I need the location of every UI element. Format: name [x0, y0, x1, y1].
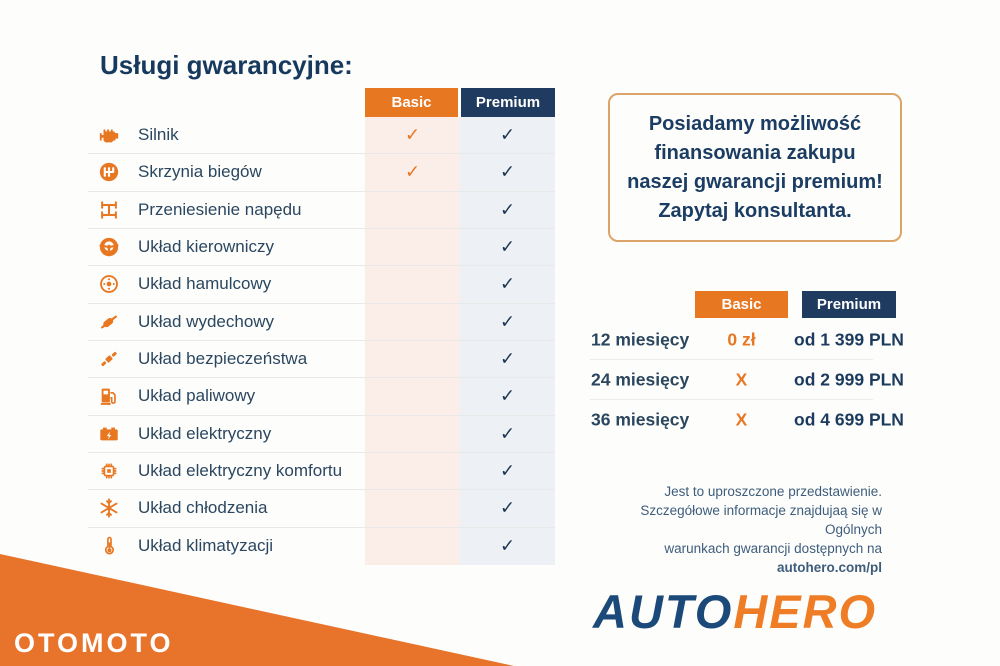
disclaimer-line: warunkach gwarancji dostępnych na autohero.com/pl: [664, 541, 882, 575]
service-label: Układ elektryczny komfortu: [138, 461, 343, 481]
premium-check: ✓: [499, 385, 516, 406]
service-label: Skrzynia biegów: [138, 162, 262, 182]
disclaimer-text: [580, 482, 882, 577]
premium-check: ✓: [499, 161, 516, 182]
service-label: Układ wydechowy: [138, 311, 275, 331]
pricing-basic-value: X: [735, 369, 748, 390]
fuel-pump-icon: [98, 385, 120, 407]
premium-check: ✓: [499, 348, 516, 369]
snowflake-icon: [98, 497, 120, 519]
service-label: Układ kierowniczy: [138, 237, 275, 257]
table-row: [88, 192, 555, 229]
service-label: Układ elektryczny: [138, 423, 272, 443]
chip-icon: [98, 460, 120, 482]
promo-line: Zapytaj konsultanta.: [658, 199, 852, 222]
pricing-period: 24 miesięcy: [591, 369, 690, 390]
exhaust-icon: [98, 311, 120, 333]
pricing-row: [590, 320, 910, 360]
warranty-table: [88, 88, 555, 565]
table-row: [88, 378, 555, 415]
drivetrain-icon: [98, 199, 120, 221]
premium-check: ✓: [499, 311, 516, 332]
service-label: Przeniesienie napędu: [138, 199, 302, 219]
pricing-rows: [590, 320, 910, 440]
premium-column-header: Premium: [461, 88, 555, 117]
disclaimer-line: Szczegółowe informacje znajdujaą się w Ogólnych: [640, 503, 882, 537]
table-row: [88, 154, 555, 191]
pricing-period: 12 miesięcy: [591, 329, 690, 350]
service-label: Układ chłodzenia: [138, 498, 268, 518]
otomoto-logo: OTOMOTO: [14, 628, 174, 658]
financing-promo-box: [608, 93, 902, 242]
brake-disc-icon: [98, 273, 120, 295]
premium-check: ✓: [499, 273, 516, 294]
premium-check: ✓: [499, 124, 516, 145]
pricing-basic-value: X: [735, 409, 748, 430]
autohero-logo-auto: AUTO: [593, 585, 734, 638]
premium-check: ✓: [499, 236, 516, 257]
thermometer-icon: [98, 535, 120, 557]
autohero-logo-hero: HERO: [733, 585, 878, 638]
pricing-premium-header: Premium: [802, 291, 896, 318]
gearbox-icon: [98, 161, 120, 183]
table-row: [88, 490, 555, 527]
premium-check: ✓: [499, 199, 516, 220]
table-row: [88, 266, 555, 303]
table-row: [88, 528, 555, 565]
promo-line: Posiadamy możliwość: [648, 112, 862, 135]
premium-check: ✓: [499, 535, 516, 556]
pricing-row: [590, 400, 910, 440]
seatbelt-icon: [98, 348, 120, 370]
service-label: Silnik: [138, 125, 179, 145]
premium-check: ✓: [499, 460, 516, 481]
service-label: Układ hamulcowy: [138, 274, 272, 294]
pricing-premium-value: od 4 699 PLN: [794, 409, 904, 430]
autohero-logo: [593, 584, 877, 639]
steering-wheel-icon: [98, 236, 120, 258]
disclaimer-line: Jest to uproszczone przedstawienie.: [664, 484, 882, 499]
table-row: [88, 453, 555, 490]
engine-icon: [98, 124, 120, 146]
autohero-url: autohero.com/pl: [776, 560, 882, 575]
service-label: Układ paliwowy: [138, 386, 256, 406]
basic-check: ✓: [404, 124, 421, 145]
promo-line: finansowania zakupu: [654, 141, 856, 164]
table-row: [88, 117, 555, 154]
warranty-body: [88, 117, 555, 565]
pricing-row: [590, 360, 910, 400]
basic-check: ✓: [404, 161, 421, 182]
premium-check: ✓: [499, 497, 516, 518]
table-row: [88, 416, 555, 453]
page-title: Usługi gwarancyjne:: [100, 50, 353, 80]
pricing-basic-value: 0 zł: [727, 329, 756, 350]
table-row: [88, 229, 555, 266]
pricing-period: 36 miesięcy: [591, 409, 690, 430]
basic-column-header: Basic: [365, 88, 458, 117]
pricing-basic-header: Basic: [695, 291, 788, 318]
promo-line: naszej gwarancji premium!: [627, 170, 883, 193]
pricing-premium-value: od 1 399 PLN: [794, 329, 904, 350]
pricing-premium-value: od 2 999 PLN: [794, 369, 904, 390]
table-row: [88, 341, 555, 378]
premium-check: ✓: [499, 423, 516, 444]
battery-icon: [98, 423, 120, 445]
service-label: Układ bezpieczeństwa: [138, 349, 308, 369]
table-row: [88, 304, 555, 341]
service-label: Układ klimatyzacji: [138, 536, 274, 556]
